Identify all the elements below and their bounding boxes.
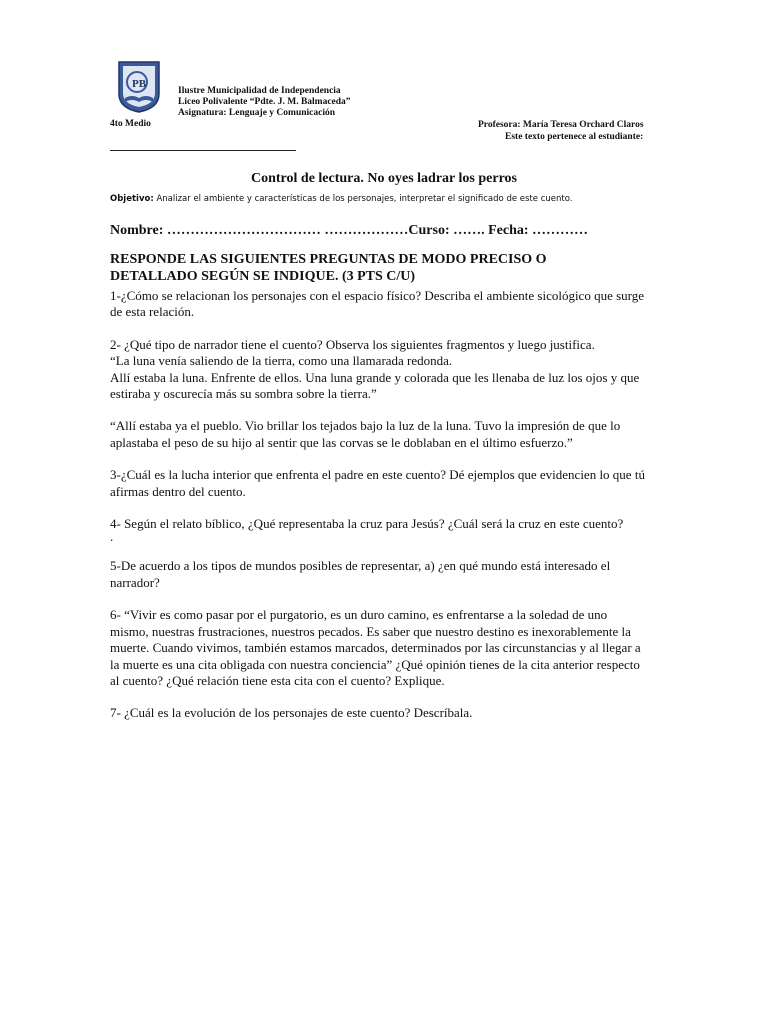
objective-label: Objetivo: (110, 194, 154, 204)
document-title: Control de lectura. No oyes ladrar los perros (251, 171, 517, 186)
objective (110, 194, 572, 204)
question-2 (110, 337, 648, 403)
teacher-block (478, 119, 644, 143)
fragment-1-continued: Allí estaba la luna. Enfrente de ellos. Una luna grande y colorada que les llenaba de luz los ojos y que estiraba y oscurecía más su sombra sobre la tierra.” (110, 369, 640, 402)
question-1: 1-¿Cómo se relacionan los personajes con el espacio físico? Describa el ambiente sicológico que surge de esta relación. (110, 288, 645, 320)
question-3: 3-¿Cuál es la lucha interior que enfrenta el padre en este cuento? Dé ejemplos que evidencien lo que tú afirmas dentro del cuento. (110, 467, 645, 499)
signature-line (110, 150, 296, 151)
question-4: 4- Según el relato bíblico, ¿Qué representaba la cruz para Jesús? ¿Cuál será la cruz en este cuento? (110, 516, 624, 532)
question-6: 6- “Vivir es como pasar por el purgatorio, es un duro camino, es enfrentarse a la soledad de uno mismo, nuestras frustraciones, nuestros pecados. Es saber que nuestro destino es inexorablemente la muerte. Cuando vivimos, también estamos marcados, determinados por las circunstancias y al llegar a la muerte es una cita obligada con nuestra conciencia” ¿Qué opinión tienes de la cita anterior respecto al cuento? ¿Qué relación tiene esta cita con el cuento? Explique. (110, 607, 641, 688)
fragment-2: “Allí estaba ya el pueblo. Vio brillar los tejados bajo la luz de la luna. Tuvo la impresión de que lo aplastaba el peso de su hijo al sentir que las corvas se le doblaban en el último esfuerzo.” (110, 418, 621, 450)
question-7: 7- ¿Cuál es la evolución de los personajes de este cuento? Descríbala. (110, 705, 473, 721)
question-2-prompt: 2- ¿Qué tipo de narrador tiene el cuento? Observa los siguientes fragmentos y luego justifica. (110, 336, 595, 352)
svg-text:PB: PB (131, 78, 147, 90)
fragment-1: “La luna venía saliendo de la tierra, como una llamarada redonda. (110, 353, 453, 369)
question-5: 5-De acuerdo a los tipos de mundos posibles de representar, a) ¿en qué mundo está interesado el narrador? (110, 558, 611, 590)
institution-line: Ilustre Municipalidad de Independencia (178, 86, 341, 96)
owner-label: Este texto pertenece al estudiante: (505, 132, 644, 142)
grade-label: 4to Medio (110, 119, 151, 129)
student-info-line: Nombre: …………………………… ………………Curso: ……. Fecha: ………… (110, 223, 589, 238)
school-logo (117, 60, 161, 114)
objective-text: Analizar el ambiente y características de los personajes, interpretar el significado de este cuento. (153, 194, 573, 204)
teacher-name: Profesora: María Teresa Orchard Claros (478, 120, 644, 130)
stray-dot: . (110, 529, 114, 545)
subject-line: Asignatura: Lenguaje y Comunicación (178, 108, 336, 118)
questions-list (110, 288, 648, 738)
institution-line: Liceo Polivalente “Pdte. J. M. Balmaceda” (178, 97, 351, 107)
institution-block (178, 86, 351, 119)
instructions: RESPONDE LAS SIGUIENTES PREGUNTAS DE MODO PRECISO O DETALLADO SEGÚN SE INDIQUE. (3 PTS C/U) (110, 252, 547, 284)
